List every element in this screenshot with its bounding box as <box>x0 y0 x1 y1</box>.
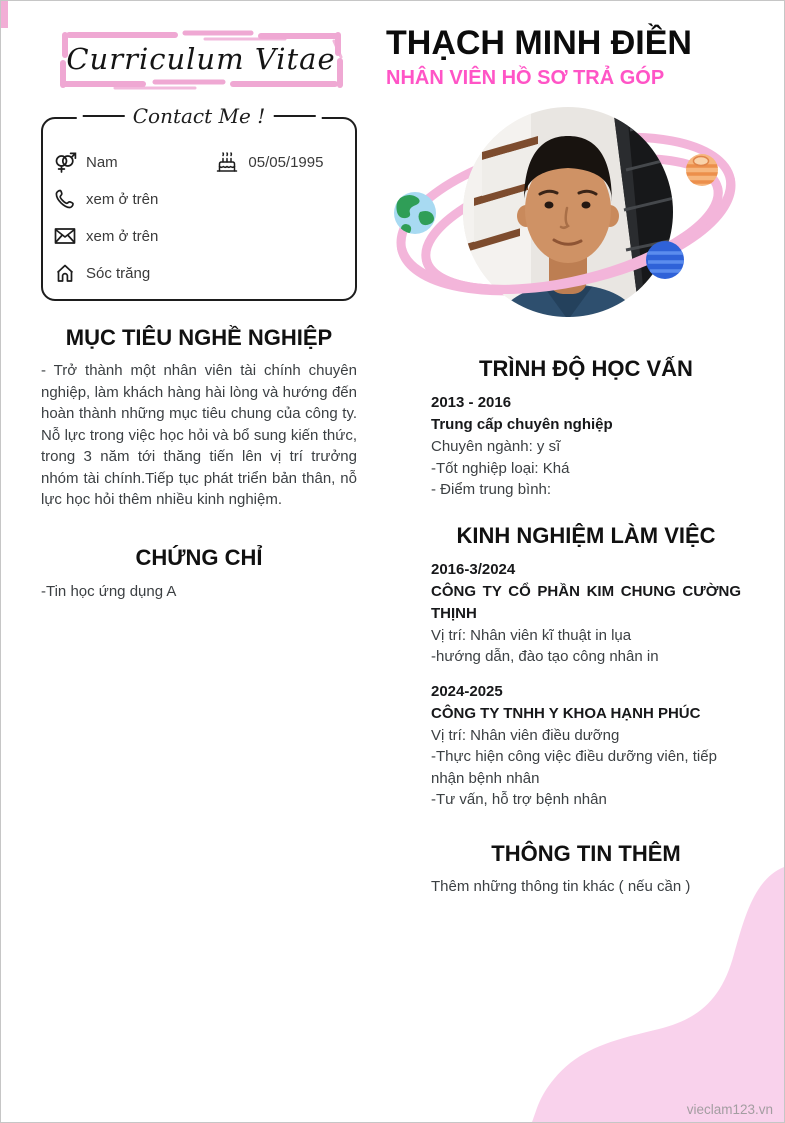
education-entry <box>431 392 741 501</box>
job-detail: Vị trí: Nhân viên điều dưỡng <box>431 726 620 744</box>
contact-card <box>41 104 357 301</box>
job-detail: -Thực hiện công việc điều dưỡng viên, tiếp nhận bệnh nhân <box>431 748 717 787</box>
contact-card-title <box>77 104 322 128</box>
more-info-heading: THÔNG TIN THÊM <box>491 840 681 866</box>
education-section <box>386 356 741 897</box>
contact-title-text: Contact Me ! <box>132 104 266 128</box>
phone-icon <box>53 187 77 211</box>
job-detail: -Tư vấn, hỗ trợ bệnh nhân <box>431 791 607 808</box>
profile-photo-illustration <box>386 90 742 342</box>
job-detail: -hướng dẫn, đào tạo công nhân in <box>431 648 659 665</box>
pink-edge-mark <box>1 1 8 28</box>
experience-heading: KINH NGHIỆM LÀM VIỆC <box>456 522 716 548</box>
gender-icon <box>53 150 77 174</box>
job-company: CÔNG TY TNHH Y KHOA HẠNH PHÚC <box>431 704 701 722</box>
contact-label-dash <box>273 115 315 117</box>
education-detail: Chuyên ngành: y sĩ <box>431 438 561 455</box>
mail-icon <box>53 224 77 248</box>
experience-entry <box>431 559 741 668</box>
job-period: 2016-3/2024 <box>431 560 516 578</box>
contact-item-email <box>53 224 343 248</box>
certificates-heading: CHỨNG CHỈ <box>135 544 263 570</box>
contact-item-birthday <box>215 150 323 174</box>
experience-entry <box>431 681 741 811</box>
left-column <box>41 23 357 602</box>
education-detail: -Tốt nghiệp loại: Khá <box>431 459 570 477</box>
birthday-value: 05/05/1995 <box>248 153 324 171</box>
job-period: 2024-2025 <box>431 682 503 700</box>
contact-item-gender <box>53 150 215 174</box>
gender-value: Nam <box>86 153 118 171</box>
objective-text: - Trở thành một nhân viên tài chính chuyên nghiệp, làm khách hàng hài lòng và hướng đến hoàn thành những mục tiêu chung của công ty. Nỗ lực trong việc học hỏi và bổ sung kiến thức, trong 3 năm tới thăng tiến lên vị trí trưởng nhóm tài chính.Tiếp tục phát triển bản thân, nỗ lực học hỏi thêm nhiều kinh nghiệm. <box>41 362 357 508</box>
contact-item-address <box>53 261 343 285</box>
education-school: Trung cấp chuyên nghiệp <box>431 416 613 433</box>
contact-label-dash <box>83 115 125 117</box>
education-heading: TRÌNH ĐỘ HỌC VẤN <box>479 356 693 381</box>
right-column <box>386 23 742 897</box>
contact-item-phone <box>53 187 343 211</box>
education-detail: - Điểm trung bình: <box>431 481 552 498</box>
pink-blob-decor <box>484 852 784 1122</box>
job-detail: Vị trí: Nhân viên kĩ thuật in lụa <box>431 626 632 644</box>
email-value: xem ở trên <box>86 227 159 245</box>
phone-value: xem ở trên <box>86 190 159 208</box>
earth-planet-decor <box>394 192 436 234</box>
blue-planet-decor <box>646 241 684 279</box>
objective-heading: MỤC TIÊU NGHỀ NGHIỆP <box>65 325 333 350</box>
more-info-text: Thêm những thông tin khác ( nếu cần ) <box>431 877 691 895</box>
candidate-job-title: NHÂN VIÊN HỒ SƠ TRẢ GÓP <box>386 67 665 89</box>
home-icon <box>53 261 77 285</box>
profile-photo-area <box>386 90 742 342</box>
job-company: CÔNG TY CỔ PHẦN KIM CHUNG CƯỜNG THỊNH <box>431 582 741 622</box>
contact-row <box>53 150 343 174</box>
certificates-text: -Tin học ứng dụng A <box>41 582 177 600</box>
brand-header <box>55 27 347 91</box>
address-value: Sóc trăng <box>86 264 151 282</box>
brand-title: Curriculum Vitae <box>66 42 336 76</box>
education-period: 2013 - 2016 <box>431 394 512 411</box>
birthday-icon <box>215 150 239 174</box>
watermark: vieclam123.vn <box>686 1102 773 1117</box>
candidate-name: THẠCH MINH ĐIỀN <box>386 24 692 62</box>
